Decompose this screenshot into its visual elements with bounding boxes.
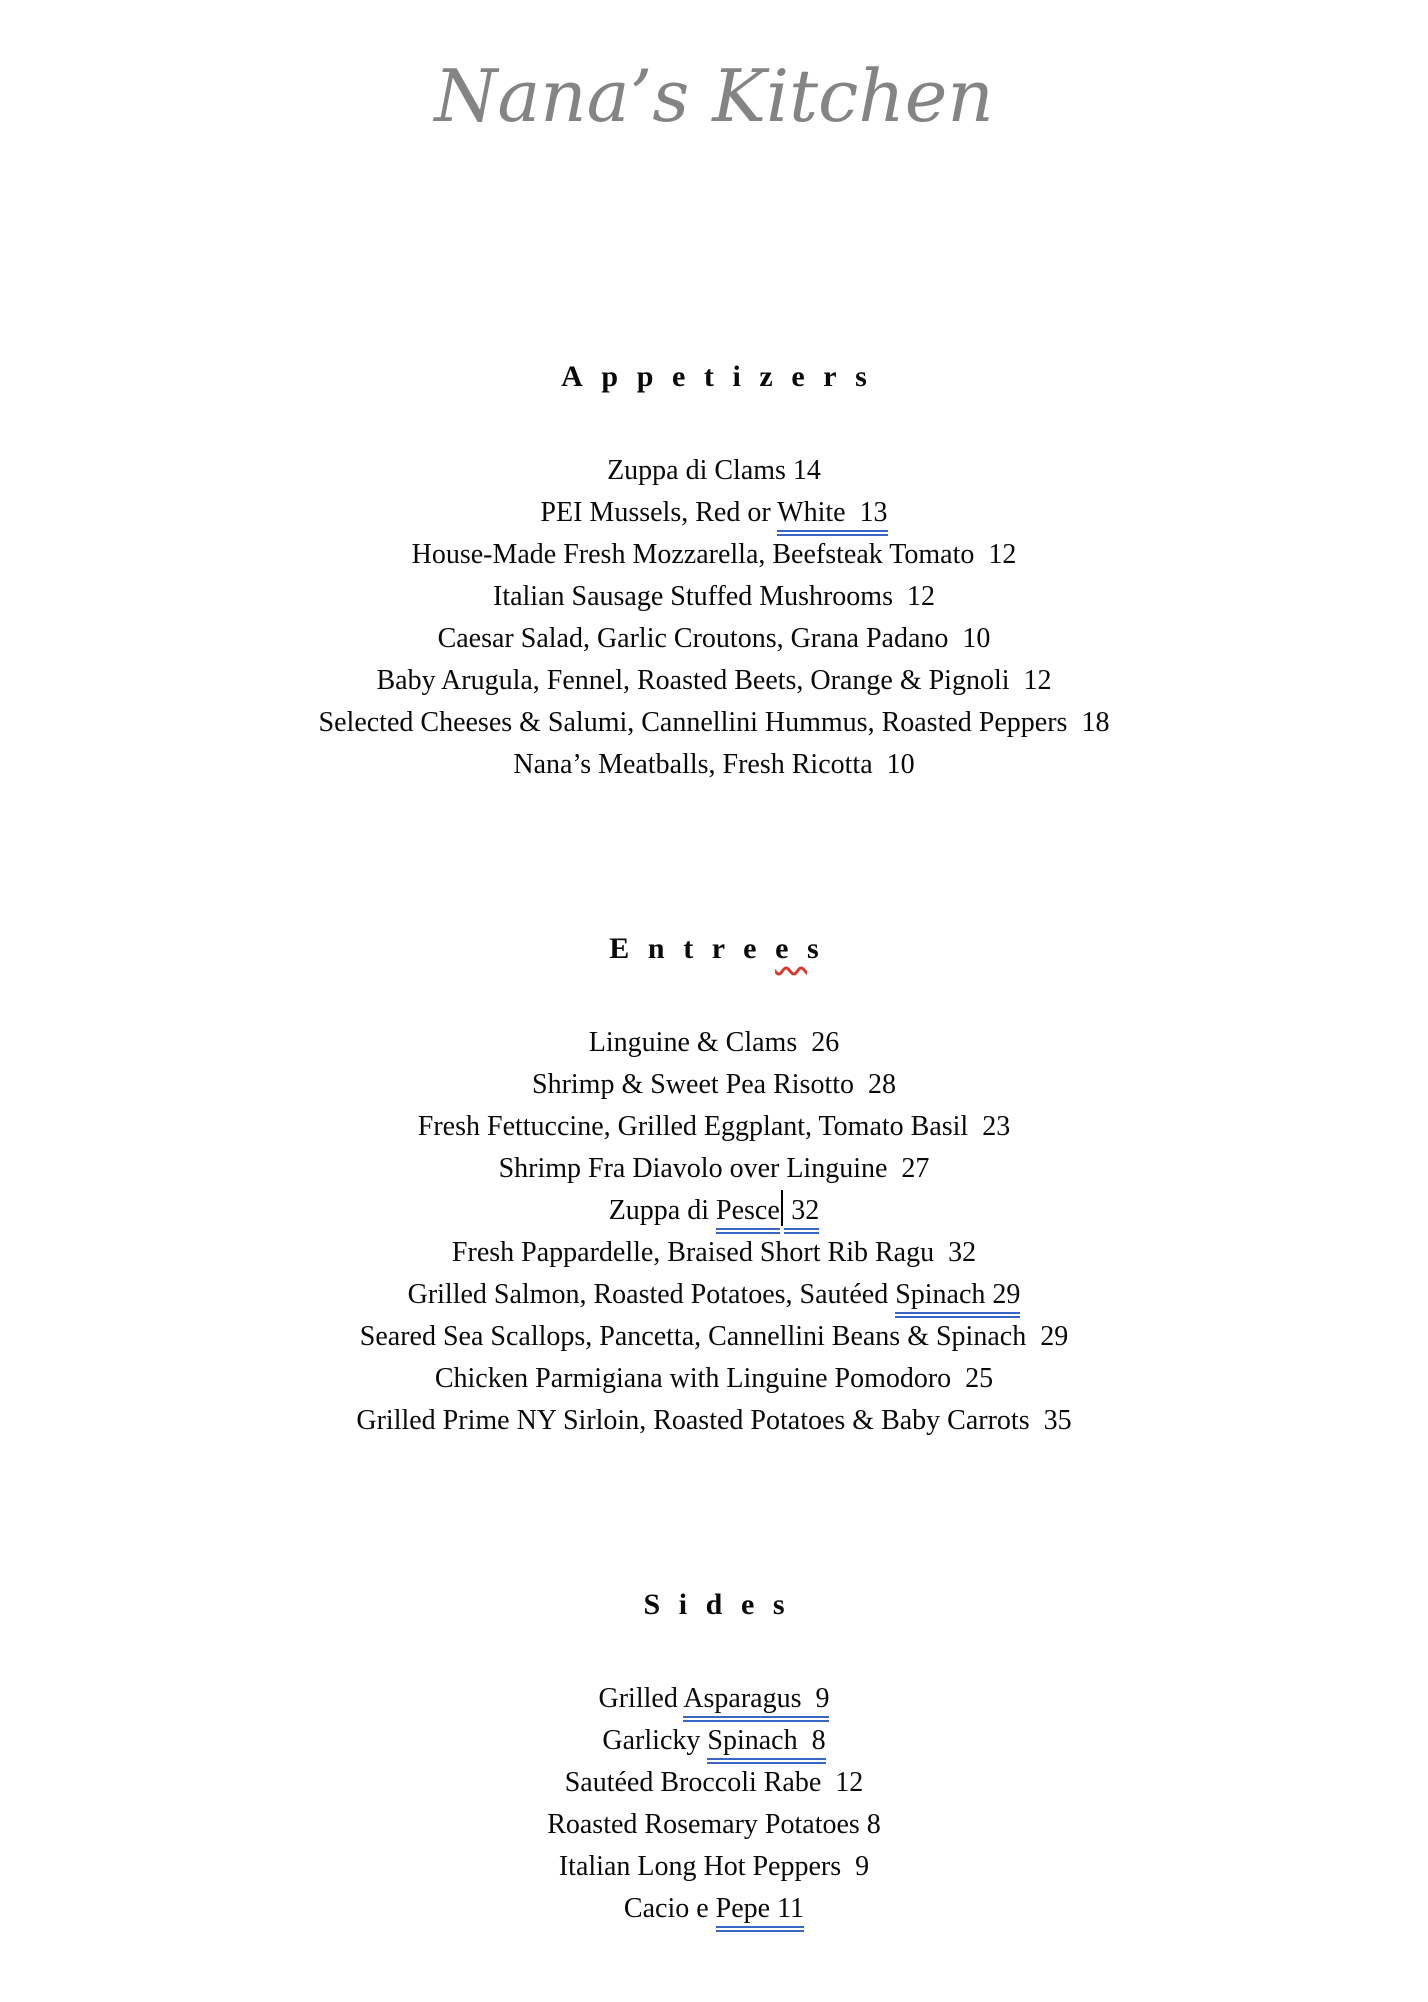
menu-item-line[interactable] <box>0 450 1428 492</box>
menu-item-text[interactable]: Sautéed Broccoli Rabe 12 <box>564 1766 864 1798</box>
menu-item-text[interactable]: Roasted Rosemary Potatoes 8 <box>547 1808 881 1840</box>
menu-item-line[interactable] <box>0 1274 1428 1316</box>
menu-sections <box>0 268 1428 1984</box>
section-header-text[interactable]: Entre <box>609 931 776 965</box>
menu-item-text[interactable]: Nana’s Meatballs, Fresh Ricotta 10 <box>513 748 915 780</box>
grammar-underlined-text[interactable]: Pepe 11 <box>716 1893 804 1932</box>
menu-item-text[interactable]: Shrimp & Sweet Pea Risotto 28 <box>532 1068 896 1100</box>
menu-item-text[interactable]: Zuppa di Clams 14 <box>607 454 821 486</box>
grammar-underlined-text[interactable]: Spinach 29 <box>895 1279 1020 1318</box>
menu-item-text[interactable]: Linguine & Clams 26 <box>588 1026 840 1058</box>
menu-item-line[interactable] <box>0 660 1428 702</box>
menu-item-text[interactable]: House-Made Fresh Mozzarella, Beefsteak Tomato 12 <box>411 538 1017 570</box>
menu-item-line[interactable] <box>0 1720 1428 1762</box>
menu-item-line[interactable] <box>0 1106 1428 1148</box>
menu-item-line[interactable] <box>0 1316 1428 1358</box>
grammar-underlined-text[interactable]: Asparagus 9 <box>683 1683 829 1722</box>
grammar-underlined-text[interactable]: White 13 <box>777 497 887 536</box>
menu-item-line[interactable] <box>0 702 1428 744</box>
menu-item-text[interactable]: Fresh Fettuccine, Grilled Eggplant, Tomato Basil 23 <box>417 1110 1011 1142</box>
menu-item-line[interactable] <box>0 1232 1428 1274</box>
section-header-text[interactable]: s <box>807 931 838 965</box>
menu-item-line[interactable] <box>0 1400 1428 1442</box>
menu-item-text[interactable]: Garlicky <box>602 1724 708 1756</box>
text-cursor <box>781 1190 784 1226</box>
menu-item-text[interactable]: Italian Sausage Stuffed Mushrooms 12 <box>493 580 935 612</box>
menu-title[interactable]: Nana’s Kitchen <box>434 54 994 138</box>
menu-item-line[interactable] <box>0 1190 1428 1232</box>
menu-item-line[interactable] <box>0 1888 1428 1930</box>
grammar-underlined-text[interactable]: Pesce <box>716 1195 780 1234</box>
menu-item-text[interactable]: Grilled Prime NY Sirloin, Roasted Potatoes & Baby Carrots 35 <box>356 1404 1072 1436</box>
section-items <box>0 450 1428 786</box>
menu-item-text[interactable]: Baby Arugula, Fennel, Roasted Beets, Orange & Pignoli 12 <box>376 664 1052 696</box>
menu-item-line[interactable] <box>0 1804 1428 1846</box>
menu-item-text[interactable]: Fresh Pappardelle, Braised Short Rib Ragu 32 <box>451 1236 977 1268</box>
menu-item-line[interactable] <box>0 576 1428 618</box>
menu-item-line[interactable] <box>0 744 1428 786</box>
menu-section <box>0 876 1428 1478</box>
menu-item-text[interactable]: Chicken Parmigiana with Linguine Pomodoro 25 <box>434 1362 994 1394</box>
spellcheck-marked-letter[interactable]: e <box>775 931 807 965</box>
menu-item-text[interactable]: Seared Sea Scallops, Pancetta, Cannellini Beans & Spinach 29 <box>359 1320 1069 1352</box>
menu-section <box>0 304 1428 822</box>
menu-item-text[interactable]: Caesar Salad, Garlic Croutons, Grana Padano 10 <box>437 622 991 654</box>
section-header-text[interactable]: Sides <box>643 1587 804 1621</box>
menu-item-line[interactable] <box>0 534 1428 576</box>
menu-item-line[interactable] <box>0 492 1428 534</box>
menu-item-text[interactable]: Selected Cheeses & Salumi, Cannellini Hummus, Roasted Peppers 18 <box>318 706 1110 738</box>
section-header-text[interactable]: Appetizers <box>561 359 886 393</box>
section-header[interactable] <box>0 356 1428 398</box>
menu-item-line[interactable] <box>0 1846 1428 1888</box>
menu-item-line[interactable] <box>0 1762 1428 1804</box>
grammar-underlined-text[interactable]: Spinach 8 <box>707 1725 825 1764</box>
menu-item-line[interactable] <box>0 1022 1428 1064</box>
menu-item-line[interactable] <box>0 1358 1428 1400</box>
menu-item-text[interactable]: Grilled <box>598 1682 684 1714</box>
section-items <box>0 1022 1428 1442</box>
menu-item-text[interactable]: Grilled Salmon, Roasted Potatoes, Sautéed <box>407 1278 896 1310</box>
menu-section <box>0 1532 1428 1966</box>
menu-item-line[interactable] <box>0 1678 1428 1720</box>
menu-item-text[interactable]: Zuppa di <box>608 1194 717 1226</box>
section-items <box>0 1678 1428 1930</box>
section-header[interactable] <box>0 1584 1428 1626</box>
grammar-underlined-text[interactable]: 32 <box>784 1195 819 1234</box>
menu-item-line[interactable] <box>0 618 1428 660</box>
menu-item-text[interactable]: Italian Long Hot Peppers 9 <box>558 1850 870 1882</box>
menu-item-line[interactable] <box>0 1064 1428 1106</box>
menu-item-line[interactable] <box>0 1148 1428 1190</box>
section-header[interactable] <box>0 928 1428 970</box>
menu-item-text[interactable]: PEI Mussels, Red or <box>540 496 778 528</box>
menu-item-text[interactable]: Cacio e <box>623 1892 716 1924</box>
menu-item-text[interactable]: Shrimp Fra Diavolo over Linguine 27 <box>498 1152 930 1184</box>
